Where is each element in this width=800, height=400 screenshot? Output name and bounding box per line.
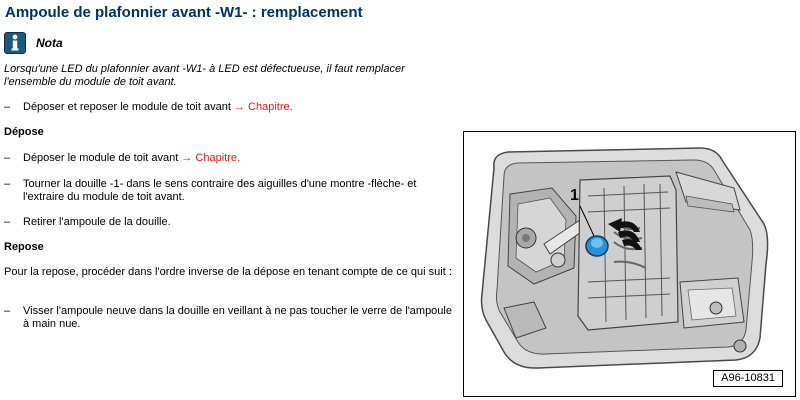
depose-step-3 — [4, 216, 459, 229]
figure-id: A96-10831 — [713, 370, 783, 387]
note-label: Nota — [36, 36, 63, 50]
note-text: Lorsqu'une LED du plafonnier avant -W1- à LED est défectueuse, il faut remplacer l'ensemble du module de toit avant. — [4, 63, 405, 88]
chapter-link[interactable]: → Chapitre. — [233, 101, 293, 113]
step-dash: – — [4, 178, 11, 190]
depose-step-2 — [4, 178, 459, 204]
step-body — [23, 101, 459, 114]
roof-module-figure — [463, 131, 796, 397]
step-text: Tourner la douille -1- dans le sens contraire des aiguilles d'une montre -flèche- et l'extraire du module de toit avant. — [23, 178, 417, 203]
note-header — [4, 32, 63, 54]
repose-step-1 — [4, 305, 459, 331]
depose-heading: Dépose — [4, 126, 44, 138]
step-text: Retirer l'ampoule de la douille. — [23, 216, 171, 228]
intro-step — [4, 101, 459, 114]
step-dash: – — [4, 216, 11, 228]
step-text: Déposer le module de toit avant — [23, 152, 182, 164]
repose-paragraph: Pour la repose, procéder dans l'ordre inverse de la dépose en tenant compte de ce qui suit : — [4, 266, 452, 278]
depose-step-1 — [4, 152, 459, 165]
chapter-link[interactable]: → Chapitre. — [181, 152, 241, 164]
info-icon — [4, 32, 26, 54]
step-text: Visser l'ampoule neuve dans la douille en veillant à ne pas toucher le verre de l'ampoule à main nue. — [23, 305, 452, 330]
step-dash: – — [4, 101, 11, 113]
step-dash: – — [4, 152, 11, 164]
callout-number: 1 — [570, 187, 579, 204]
repose-heading: Repose — [4, 241, 44, 253]
step-body — [23, 152, 459, 165]
step-text: Déposer et reposer le module de toit avant — [23, 101, 234, 113]
step-dash: – — [4, 305, 11, 317]
page-title: Ampoule de plafonnier avant -W1- : remplacement — [5, 4, 363, 21]
roof-module-drawing — [464, 132, 795, 396]
